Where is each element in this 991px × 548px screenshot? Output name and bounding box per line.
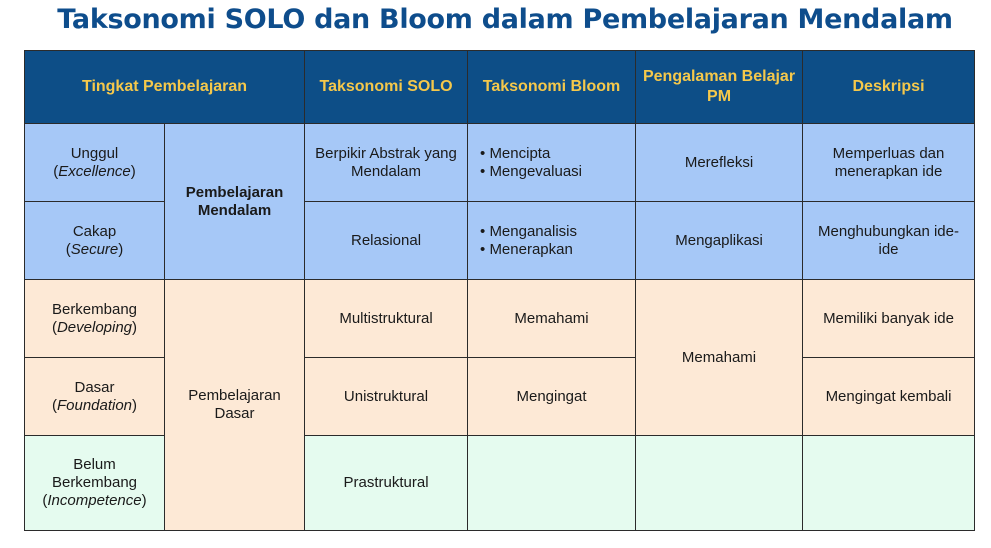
list-item: • Menganalisis bbox=[480, 223, 629, 241]
bloom-cell-empty bbox=[468, 436, 636, 531]
taxonomy-table bbox=[24, 50, 975, 531]
level-dasar: Dasar (Foundation) bbox=[25, 358, 165, 436]
deskripsi-cell: Memperluas dan menerapkan ide bbox=[803, 124, 975, 202]
header-tingkat: Tingkat Pembelajaran bbox=[25, 51, 305, 124]
level-unggul: Unggul (Excellence) bbox=[25, 124, 165, 202]
level-eng: Developing bbox=[56, 318, 133, 336]
header-deskripsi: Deskripsi bbox=[803, 51, 975, 124]
solo-cell: Multistruktural bbox=[305, 280, 468, 358]
solo-cell: Prastruktural bbox=[305, 436, 468, 531]
bloom-cell bbox=[468, 202, 636, 280]
level-cakap: Cakap (Secure) bbox=[25, 202, 165, 280]
list-item: • Menerapkan bbox=[480, 241, 629, 259]
level-name: Unggul bbox=[70, 144, 119, 162]
level-eng: Secure bbox=[70, 240, 119, 258]
solo-cell: Relasional bbox=[305, 202, 468, 280]
deskripsi-cell: Menghubungkan ide-ide bbox=[803, 202, 975, 280]
pengalaman-cell: Merefleksi bbox=[636, 124, 803, 202]
header-solo: Taksonomi SOLO bbox=[305, 51, 468, 124]
deskripsi-cell-empty bbox=[803, 436, 975, 531]
level-name: Dasar bbox=[74, 378, 115, 396]
group-dasar-label: Pembelajaran Dasar bbox=[188, 387, 281, 422]
list-item: • Mengevaluasi bbox=[480, 163, 629, 181]
solo-cell: Berpikir Abstrak yang Mendalam bbox=[305, 124, 468, 202]
pengalaman-cell: Mengaplikasi bbox=[636, 202, 803, 280]
level-eng: Excellence bbox=[58, 162, 131, 180]
pengalaman-cell: Memahami bbox=[636, 280, 803, 436]
group-dasar bbox=[165, 280, 305, 531]
table-row bbox=[25, 280, 975, 358]
list-item: • Mencipta bbox=[480, 145, 629, 163]
level-eng: Incompetence bbox=[47, 492, 142, 509]
level-belum: Belum Berkembang (Incompetence) bbox=[25, 436, 165, 531]
pengalaman-cell-empty bbox=[636, 436, 803, 531]
deskripsi-cell: Memiliki banyak ide bbox=[803, 280, 975, 358]
level-name: Cakap bbox=[72, 222, 117, 240]
level-name: Belum Berkembang bbox=[51, 456, 138, 491]
bloom-cell: Mengingat bbox=[468, 358, 636, 436]
header-pengalaman: Pengalaman Belajar PM bbox=[636, 51, 803, 124]
page-title: Taksonomi SOLO dan Bloom dalam Pembelajaran Mendalam bbox=[57, 4, 953, 35]
header-bloom: Taksonomi Bloom bbox=[468, 51, 636, 124]
table-row bbox=[25, 124, 975, 202]
bloom-cell: Memahami bbox=[468, 280, 636, 358]
header-row bbox=[25, 51, 975, 124]
level-name: Berkembang bbox=[51, 300, 138, 318]
level-berkembang: Berkembang (Developing) bbox=[25, 280, 165, 358]
bloom-cell bbox=[468, 124, 636, 202]
group-mendalam: Pembelajaran Mendalam bbox=[165, 124, 305, 280]
deskripsi-cell: Mengingat kembali bbox=[803, 358, 975, 436]
solo-cell: Unistruktural bbox=[305, 358, 468, 436]
level-eng: Foundation bbox=[56, 396, 133, 414]
